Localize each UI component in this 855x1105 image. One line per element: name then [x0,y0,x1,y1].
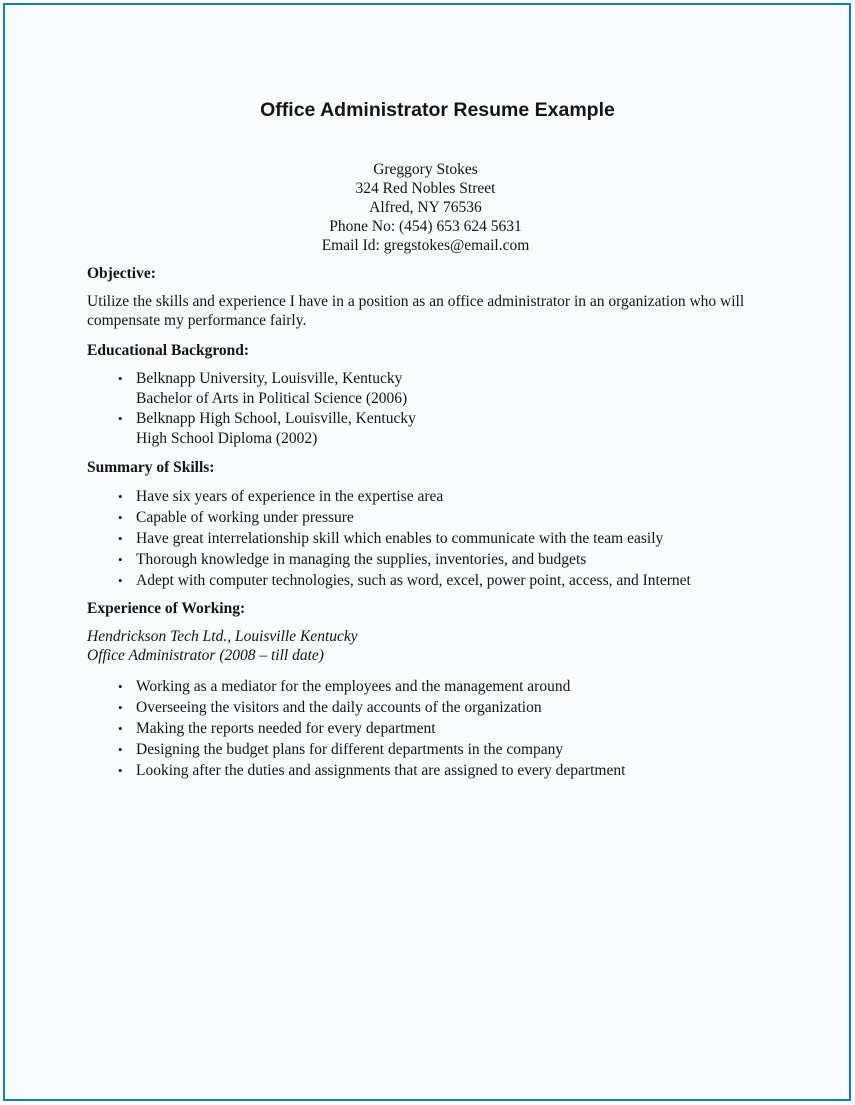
list-item: • Making the reports needed for every department [87,718,764,739]
employer-block [87,627,764,665]
contact-city: Alfred, NY 76536 [369,199,482,216]
list-item: • Have great interrelationship skill which enables to communicate with the team easily [87,528,764,549]
contact-phone: Phone No: (454) 653 624 5631 [329,218,522,235]
contact-block [87,160,764,255]
list-item: • Capable of working under pressure [87,507,764,528]
contact-name: Greggory Stokes [373,161,478,178]
resume-content [5,99,849,781]
list-item: • Have six years of experience in the expertise area [87,486,764,507]
list-item [87,409,764,449]
page-title: Office Administrator Resume Example [260,99,615,121]
list-item: • Designing the budget plans for different departments in the company [87,739,764,760]
employer-name: Hendrickson Tech Ltd., Louisville Kentucky [87,628,358,645]
education-degree: Bachelor of Arts in Political Science (2006) [136,390,408,407]
list-item [87,369,764,409]
list-item: • Overseeing the visitors and the daily accounts of the organization [87,697,764,718]
skills-heading: Summary of Skills: [87,459,215,476]
contact-street: 324 Red Nobles Street [355,180,496,197]
education-school: • Belknapp High School, Louisville, Kentucky [136,410,416,427]
list-item: • Working as a mediator for the employees and the management around [87,676,764,697]
objective-heading: Objective: [87,265,156,282]
contact-email: Email Id: gregstokes@email.com [321,237,530,254]
list-item: • Adept with computer technologies, such as word, excel, power point, access, and Internet [87,570,764,591]
education-heading: Educational Backgrond: [87,342,250,359]
education-school: • Belknapp University, Louisville, Kentucky [136,370,403,387]
list-item: • Thorough knowledge in managing the supplies, inventories, and budgets [87,549,764,570]
list-item: • Looking after the duties and assignments that are assigned to every department [87,760,764,781]
skills-list [87,486,764,591]
experience-list [87,676,764,781]
education-list [87,369,764,449]
page-border-frame [3,3,851,1101]
experience-heading: Experience of Working: [87,600,246,617]
job-title: Office Administrator (2008 – till date) [87,647,324,664]
education-degree: High School Diploma (2002) [136,430,318,447]
objective-text: Utilize the skills and experience I have in a position as an office administrator in an organization who will compensate my performance fairly. [87,293,745,329]
